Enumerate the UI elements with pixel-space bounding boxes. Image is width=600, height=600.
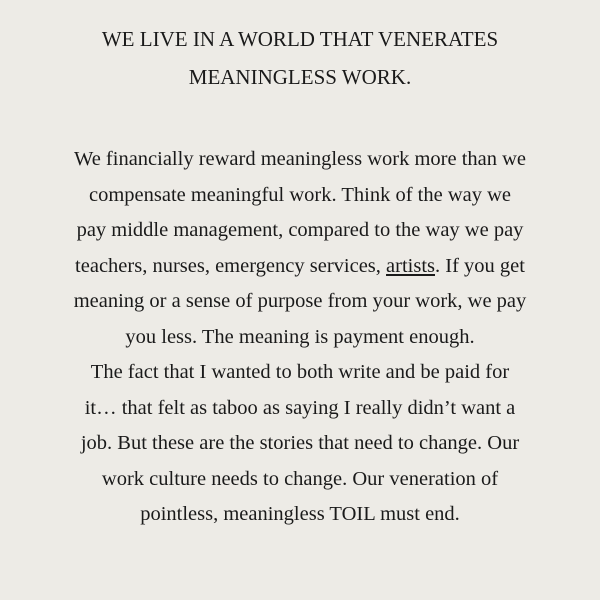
title-line-2: MEANINGLESS WORK. — [188, 65, 412, 89]
body-line-2: compensate meaningful work. Think of the way we — [88, 183, 512, 206]
body-line-6: you less. The meaning is payment enough. — [125, 325, 475, 348]
body-line-3: pay middle management, compared to the way we pay — [76, 219, 524, 241]
body-line-4-start: teachers, nurses, emergency services, — [75, 254, 387, 277]
body-line-10: work culture needs to change. Our veneration of — [101, 467, 499, 490]
body-line-8: it… that felt as taboo as saying I really didn’t want a — [84, 396, 516, 419]
body-line-9: job. But these are the stories that need to change. Our — [80, 432, 520, 454]
artists-link[interactable]: artists — [386, 254, 435, 277]
body-line-11: pointless, meaningless TOIL must end. — [140, 503, 460, 525]
body-paragraph — [0, 142, 600, 533]
body-line-5: meaning or a sense of purpose from your work, we pay — [73, 290, 527, 312]
body-line-4 — [0, 249, 600, 285]
title-line-1: WE LIVE IN A WORLD THAT VENERATES — [101, 27, 499, 51]
body-line-4-end: . If you get — [435, 254, 525, 277]
body-line-1: We financially reward meaningless work more than we — [73, 148, 527, 170]
body-line-7: The fact that I wanted to both write and be paid for — [90, 361, 510, 383]
page-title — [0, 0, 600, 96]
